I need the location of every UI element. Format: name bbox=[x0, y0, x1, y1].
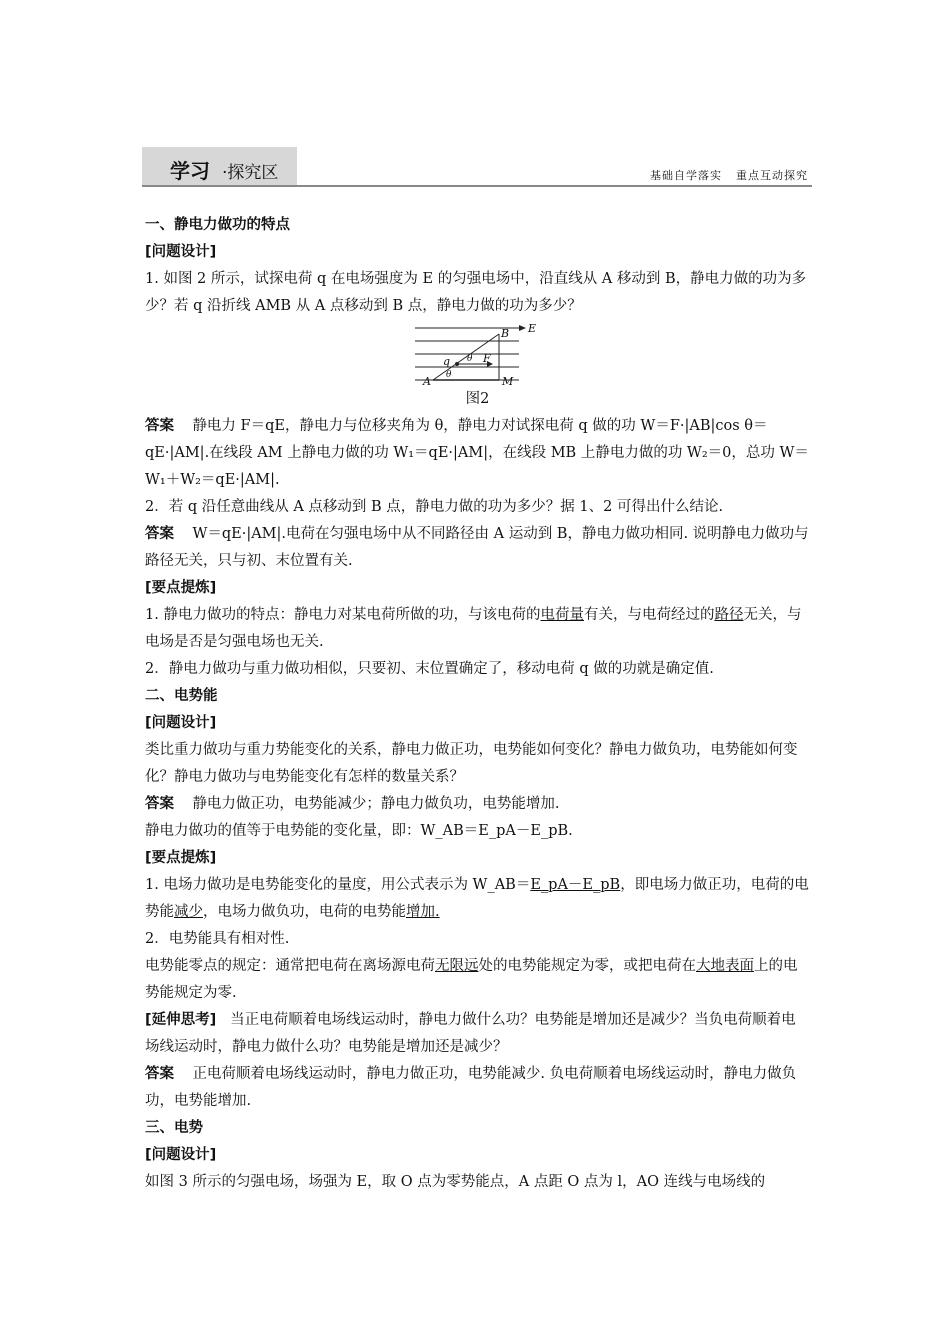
question-1: 1. 如图 2 所示，试探电荷 q 在电场强度为 E 的匀强电场中，沿直线从 A 移动到 B，静电力做的功为多少？若 q 沿折线 AMB 从 A 点移动到 B 点，静电力做的功为多少？ bbox=[145, 271, 807, 314]
section-3-design-label: [问题设计] bbox=[145, 1147, 217, 1163]
extension-label: [延伸思考] bbox=[145, 1012, 217, 1028]
answer-2 bbox=[145, 521, 810, 575]
key-point-1-text-c: 无关，与电场是否是匀强电场也无关. bbox=[145, 607, 802, 650]
answer-1 bbox=[145, 413, 810, 494]
question-2: 2．若 q 沿任意曲线从 A 点移动到 B 点，静电力做的功为多少？据 1、2 可得出什么结论. bbox=[145, 499, 724, 515]
label-b: B bbox=[500, 327, 509, 340]
answer-label: 答案 bbox=[145, 1066, 174, 1082]
answer-label: 答案 bbox=[145, 796, 174, 812]
header-rule bbox=[142, 185, 812, 187]
answer-label: 答案 bbox=[145, 526, 174, 542]
charge-q-dot bbox=[455, 362, 459, 366]
header-subtitle: ·探究区 bbox=[222, 163, 279, 183]
label-f: F bbox=[482, 352, 491, 365]
s2-key-3-blank-2: 大地表面 bbox=[696, 958, 754, 974]
header-right-labels bbox=[636, 167, 808, 183]
section-2-key-2: 2．电势能具有相对性. bbox=[145, 931, 290, 947]
s2-key-1-text-a: 1. 电场力做功是电势能变化的量度，用公式表示为 W_AB＝ bbox=[145, 877, 531, 893]
s2-key-3-text-a: 电势能零点的规定：通常把电荷在离场源电荷 bbox=[145, 958, 435, 974]
section-1-design-label: [问题设计] bbox=[145, 244, 217, 260]
extension-answer bbox=[145, 1061, 810, 1115]
section-2-question: 类比重力做功与重力势能变化的关系，静电力做正功，电势能如何变化？静电力做负功，电势能如何变化？静电力做功与电势能变化有怎样的数量关系？ bbox=[145, 742, 798, 785]
s2-key-1-text-b: ，即电场力做正功，电荷的电势能 bbox=[145, 877, 809, 920]
label-e: E bbox=[527, 324, 536, 335]
key-point-1-text-a: 1. 静电力做功的特点：静电力对某电荷所做的功，与该电荷的 bbox=[145, 607, 541, 623]
figure-2 bbox=[145, 324, 810, 386]
label-theta-2: θ bbox=[445, 370, 451, 380]
s2-key-1-blank-2: 减少 bbox=[174, 904, 203, 920]
key-point-2: 2．静电力做功与重力做功相似，只要初、末位置确定了，移动电荷 q 做的功就是确定值. bbox=[145, 661, 714, 677]
label-theta-1: θ bbox=[466, 354, 472, 364]
field-arrow-head bbox=[519, 325, 526, 331]
s2-key-3-text-b: 处的电势能规定为零，或把电荷在 bbox=[478, 958, 696, 974]
section-3-title: 三、电势 bbox=[145, 1120, 203, 1136]
section-2-answer-1 bbox=[145, 791, 810, 818]
key-point-1 bbox=[145, 602, 810, 656]
key-point-1-blank-1: 电荷量 bbox=[540, 607, 584, 623]
section-2-key-1 bbox=[145, 872, 810, 926]
key-point-1-text-b: 有关，与电荷经过的 bbox=[583, 607, 715, 623]
header-right-2: 重点互动探究 bbox=[736, 169, 808, 182]
section-header bbox=[142, 147, 812, 187]
field-diagram bbox=[413, 324, 543, 386]
key-point-1-blank-2: 路径 bbox=[714, 607, 744, 623]
s2-key-1-blank-1: E_pA－E_pB bbox=[530, 877, 621, 893]
extension-thinking bbox=[145, 1007, 810, 1061]
extension-text: 当正电荷顺着电场线运动时，静电力做什么功？电势能是增加还是减少？当负电荷顺着电场线运动时，静电力做什么功？电势能是增加还是减少？ bbox=[145, 1012, 796, 1055]
section-1-key-label: [要点提炼] bbox=[145, 580, 217, 596]
section-2-key-3 bbox=[145, 953, 810, 1007]
header-title: 学习 bbox=[170, 159, 210, 183]
s2-key-1-blank-3: 增加. bbox=[406, 904, 440, 920]
answer-1-text: 静电力 F＝qE，静电力与位移夹角为 θ，静电力对试探电荷 q 做的功 W＝F·|AB|cos θ＝qE·|AM|.在线段 AM 上静电力做的功 W₁＝qE·|AM|，在线段 MB 上静电力做的功 W₂＝0，总功 W＝W₁＋W₂＝qE·|AM|. bbox=[145, 418, 809, 488]
answer-2-text: W＝qE·|AM|.电荷在匀强电场中从不同路径由 A 运动到 B，静电力做功相同. 说明静电力做功与路径无关，只与初、末位置有关. bbox=[145, 526, 809, 569]
header-right-1: 基础自学落实 bbox=[650, 169, 722, 182]
label-q: q bbox=[442, 355, 450, 368]
section-2-answer-1-text: 静电力做正功，电势能减少；静电力做负功，电势能增加. bbox=[192, 796, 560, 812]
section-2-design-label: [问题设计] bbox=[145, 715, 217, 731]
s2-key-3-text-c: 上的电势能规定为零. bbox=[145, 958, 798, 1001]
s2-key-3-blank-1: 无限远 bbox=[435, 958, 479, 974]
section-3-question: 如图 3 所示的匀强电场，场强为 E，取 O 点为零势能点，A 点距 O 点为 l，AO 连线与电场线的 bbox=[145, 1174, 766, 1190]
section-1-title: 一、静电力做功的特点 bbox=[145, 217, 290, 233]
s2-key-1-text-c: ，电场力做负功，电荷的电势能 bbox=[203, 904, 406, 920]
figure-2-caption: 图2 bbox=[465, 391, 490, 407]
label-a: A bbox=[422, 375, 431, 386]
extension-answer-text: 正电荷顺着电场线运动时，静电力做正功，电势能减少. 负电荷顺着电场线运动时，静电力做负功，电势能增加. bbox=[145, 1066, 797, 1109]
section-2-title: 二、电势能 bbox=[145, 688, 218, 704]
section-2-key-label: [要点提炼] bbox=[145, 850, 217, 866]
document-body bbox=[145, 212, 810, 1196]
label-m: M bbox=[501, 375, 513, 386]
answer-label: 答案 bbox=[145, 418, 174, 434]
section-2-answer-2: 静电力做功的值等于电势能的变化量，即：W_AB＝E_pA－E_pB. bbox=[145, 823, 573, 839]
